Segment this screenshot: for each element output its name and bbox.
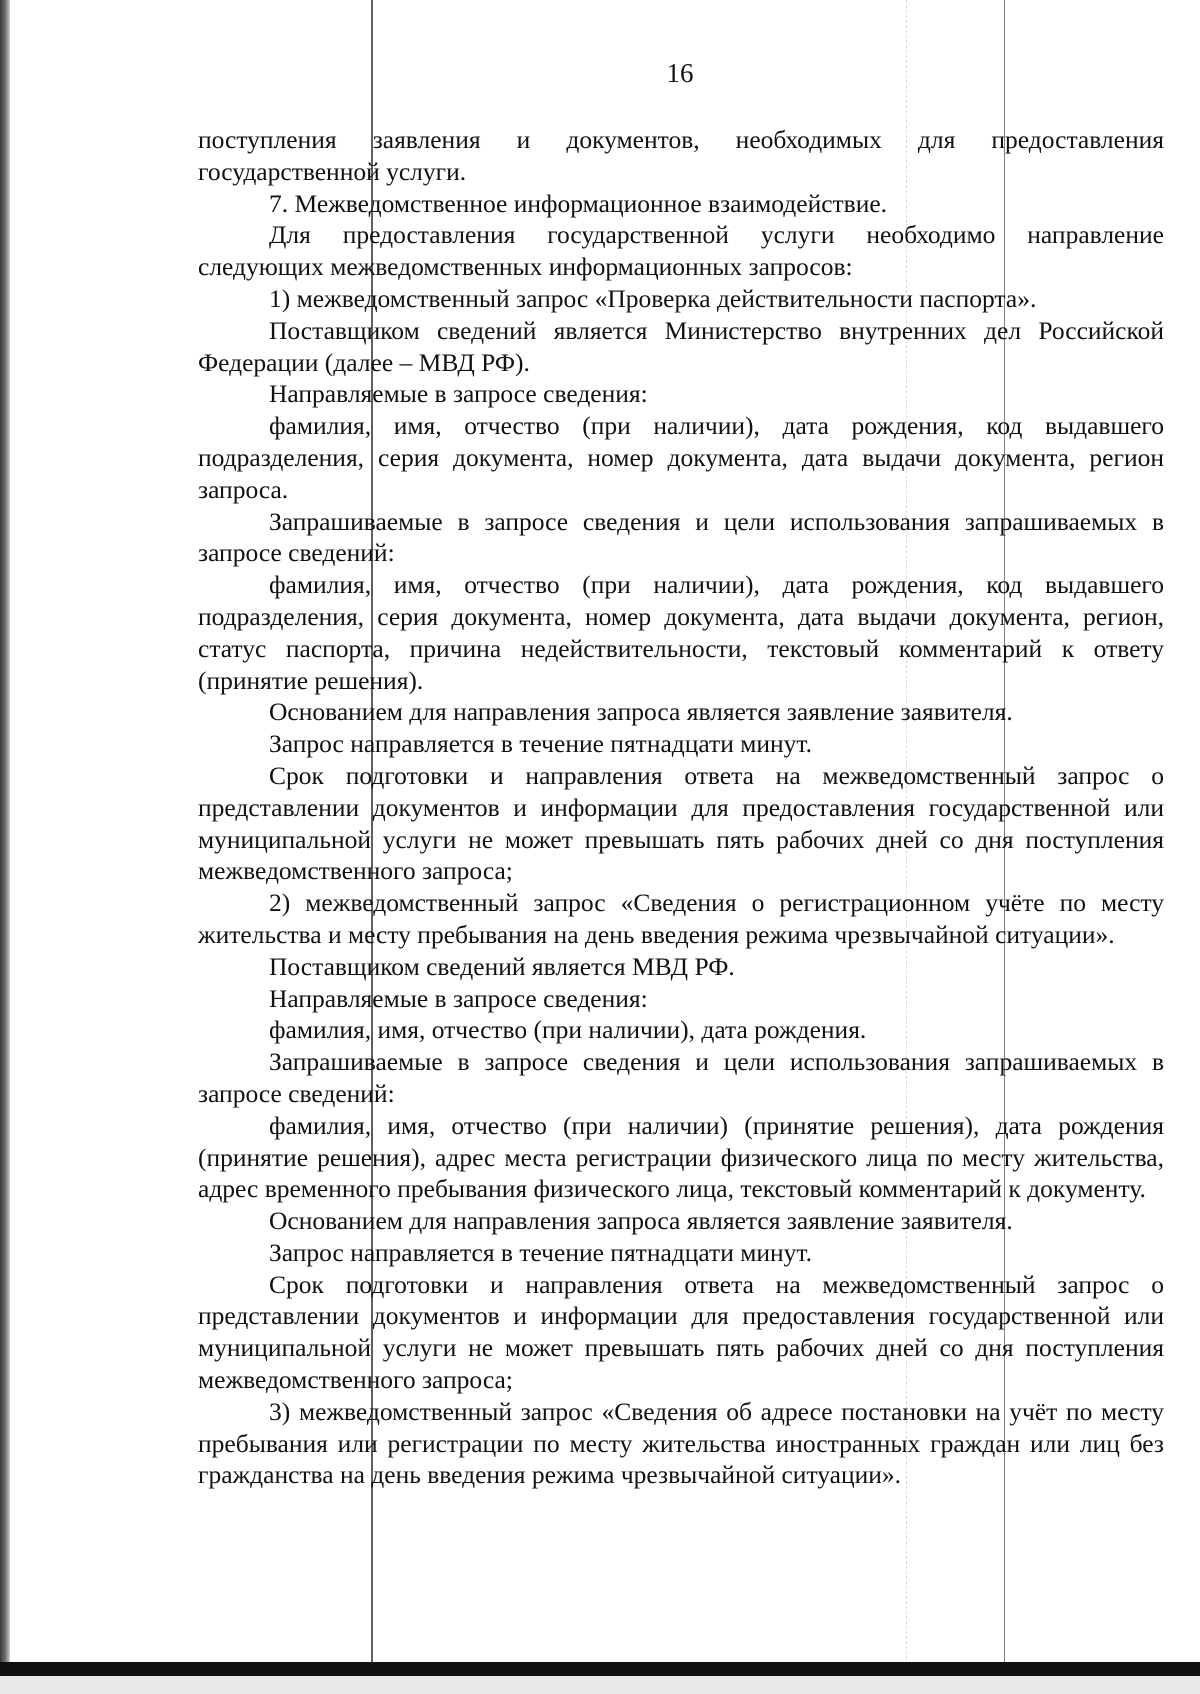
paragraph: Запрос направляется в течение пятнадцати минут. bbox=[269, 1237, 813, 1267]
paragraph: Поставщиком сведений является МВД РФ. bbox=[269, 951, 735, 981]
paragraph: фамилия, имя, отчество (при наличии), дата рождения, код выдавшего подразделения, серия документа, номер документа, дата выдачи документа, регион, статус паспорта, причина недействительности, текстовый комментарий к ответу (принятие решения). bbox=[198, 570, 1164, 695]
paragraph: Основанием для направления запроса является заявление заявителя. bbox=[269, 697, 1013, 727]
section-heading: 7. Межведомственное информационное взаимодействие. bbox=[269, 188, 888, 218]
paragraph: поступления заявления и документов, необходимых для предоставления государственной услуги. bbox=[198, 125, 1164, 186]
paragraph: фамилия, имя, отчество (при наличии) (принятие решения), дата рождения (принятие решения), адрес места регистрации физического лица по месту жительства, адрес временного пребывания физического лица, текстовый комментарий к документу. bbox=[198, 1110, 1164, 1204]
request-item: 1) межведомственный запрос «Проверка действительности паспорта». bbox=[269, 283, 1037, 313]
paragraph: Срок подготовки и направления ответа на межведомственный запрос о представлении документов и информации для предоставления государственной или муниципальной услуги не может превышать пять рабочих дней со дня поступления межведомственного запроса; bbox=[198, 760, 1164, 886]
request-item: 2) межведомственный запрос «Сведения о регистрационном учёте по месту жительства и месту пребывания на день введения режима чрезвычайной ситуации». bbox=[198, 888, 1164, 949]
paragraph: Направляемые в запросе сведения: bbox=[269, 983, 648, 1013]
paragraph: фамилия, имя, отчество (при наличии), дата рождения. bbox=[269, 1015, 867, 1045]
paragraph: Основанием для направления запроса является заявление заявителя. bbox=[269, 1206, 1013, 1236]
scan-bottom-margin bbox=[0, 1676, 1200, 1694]
paragraph: Запрос направляется в течение пятнадцати минут. bbox=[269, 729, 813, 759]
request-item: 3) межведомственный запрос «Сведения об адресе постановки на учёт по месту пребывания или регистрации по месту жительства иностранных граждан или лиц без гражданства на день введения режима чрезвычайной ситуации». bbox=[198, 1396, 1164, 1490]
paragraph: Запрашиваемые в запросе сведения и цели использования запрашиваемых в запросе сведений: bbox=[198, 1047, 1164, 1108]
scan-left-edge bbox=[0, 0, 10, 1694]
paragraph: Направляемые в запросе сведения: bbox=[269, 379, 648, 409]
paragraph: Запрашиваемые в запросе сведения и цели использования запрашиваемых в запросе сведений: bbox=[198, 506, 1164, 568]
scan-bottom-edge bbox=[0, 1662, 1200, 1676]
paragraph: фамилия, имя, отчество (при наличии), дата рождения, код выдавшего подразделения, серия документа, номер документа, дата выдачи документа, регион запроса. bbox=[198, 411, 1164, 504]
paragraph: Поставщиком сведений является Министерство внутренних дел Российской Федерации (далее – МВД РФ). bbox=[198, 315, 1164, 377]
paragraph: Срок подготовки и направления ответа на межведомственный запрос о представлении документов и информации для предоставления государственной или муниципальной услуги не может превышать пять рабочих дней со дня поступления межведомственного запроса; bbox=[198, 1269, 1164, 1395]
document-body bbox=[198, 124, 1164, 1491]
page-number: 16 bbox=[666, 58, 694, 88]
paragraph: Для предоставления государственной услуги необходимо направление следующих межведомственных информационных запросов: bbox=[198, 220, 1164, 282]
